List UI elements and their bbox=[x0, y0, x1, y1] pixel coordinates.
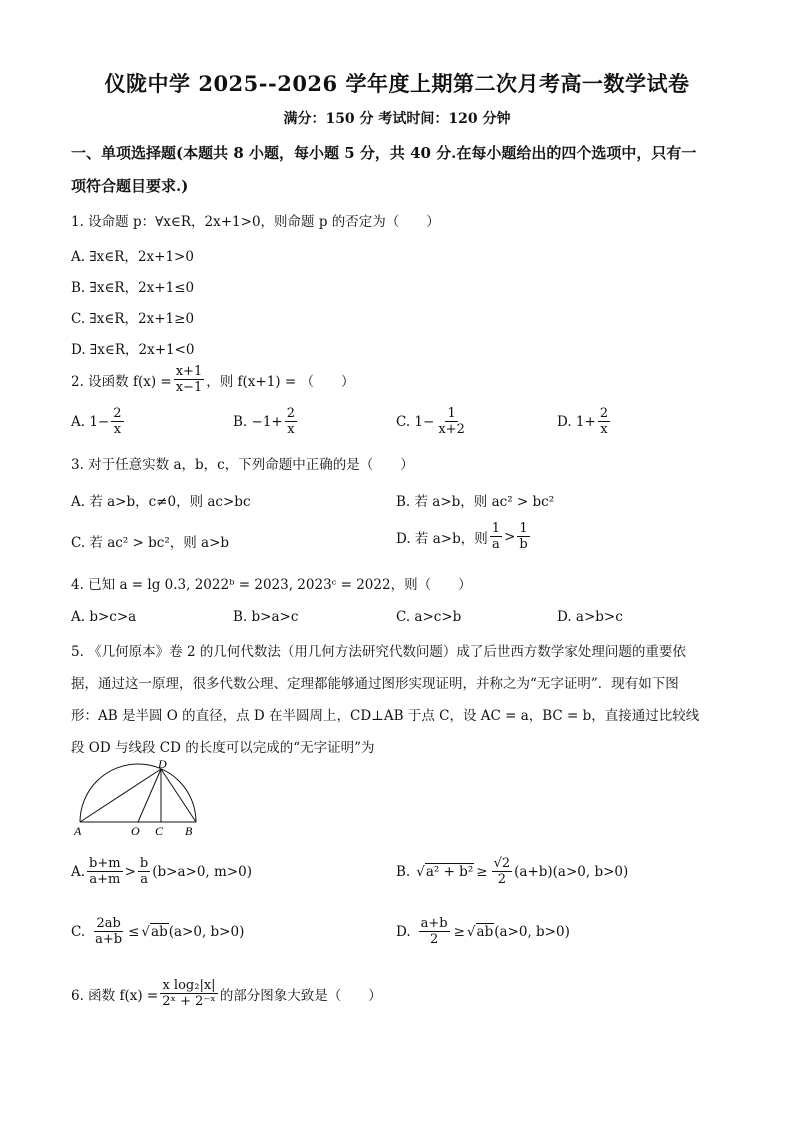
q5-line4: 段 OD 与线段 CD 的长度可以完成的“无字证明”为 bbox=[71, 740, 375, 756]
q3-d-den2: b bbox=[519, 537, 528, 552]
page-title: 仪陇中学 2025--2026 学年度上期第二次月考高一数学试卷 bbox=[104, 71, 690, 96]
q5-c-radicand: ab bbox=[151, 924, 168, 940]
q6-stem-prefix: 6. 函数 f(x) = bbox=[71, 987, 159, 1004]
sqrt-symbol-icon: √ bbox=[141, 923, 151, 940]
segment-ad bbox=[80, 769, 161, 822]
q2-b-num: 2 bbox=[286, 406, 295, 421]
q4-stem: 4. 已知 a = lg 0.3, 2022ᵇ = 2023, 2023ᶜ = 2022，则（ ） bbox=[71, 577, 472, 593]
q3-option-c: C. 若 ac² > bc²，则 a>b bbox=[71, 535, 230, 551]
q5-a-num1: b+m bbox=[89, 856, 121, 871]
sqrt-symbol-icon: √ bbox=[466, 923, 476, 940]
q2-stem bbox=[71, 364, 354, 395]
q4-option-c: C. a>c>b bbox=[396, 609, 462, 625]
q2-stem-prefix: 2. 设函数 f(x) = bbox=[71, 373, 172, 390]
q5-c-num: 2ab bbox=[96, 916, 121, 931]
label-o: O bbox=[131, 824, 140, 838]
q5-b-den: 2 bbox=[497, 872, 506, 887]
q3-stem: 3. 对于任意实数 a，b，c，下列命题中正确的是（ ） bbox=[71, 457, 414, 473]
q3-option-b: B. 若 a>b，则 ac² > bc² bbox=[396, 494, 555, 510]
q4-option-a: A. b>c>a bbox=[71, 609, 137, 625]
q5-a-relation: > bbox=[124, 863, 136, 880]
q5-b-condition: (a+b)(a>0, b>0) bbox=[514, 863, 629, 880]
q5-line2: 据，通过这一原理，很多代数公理、定理都能够通过图形实现证明，并称之为“无字证明”．现有如下图 bbox=[71, 676, 679, 692]
q5-d-condition: (a>0, b>0) bbox=[494, 923, 570, 940]
q2-option-d bbox=[557, 406, 612, 437]
q5-b-prefix: B. bbox=[396, 863, 411, 880]
q2-d-den: x bbox=[600, 422, 608, 437]
q5-d-frac bbox=[419, 916, 450, 947]
q3-option-a: A. 若 a>b，c≠0，则 ac>bc bbox=[71, 494, 251, 510]
semicircle-arc bbox=[80, 764, 196, 822]
q5-b-frac bbox=[492, 856, 513, 887]
q2-b-prefix: B. −1+ bbox=[233, 413, 283, 430]
q1-option-c: C. ∃x∈R，2x+1≥0 bbox=[71, 311, 195, 327]
q5-option-b bbox=[396, 856, 628, 887]
q6-stem-num: x log₂|x| bbox=[162, 978, 216, 993]
q5-b-radicand: a² + b² bbox=[425, 864, 474, 880]
semicircle-figure bbox=[68, 758, 208, 838]
q2-c-prefix: C. 1− bbox=[396, 413, 435, 430]
q6-stem-den: 2ˣ + 2⁻ˣ bbox=[162, 994, 216, 1009]
q2-d-num: 2 bbox=[599, 406, 609, 421]
q1-stem: 1. 设命题 p：∀x∈R，2x+1>0，则命题 p 的否定为（ ） bbox=[71, 214, 440, 230]
q2-b-fraction bbox=[285, 406, 297, 437]
q5-b-num: √2 bbox=[493, 856, 511, 871]
q5-a-prefix: A. bbox=[71, 863, 86, 880]
q6-stem-fraction bbox=[160, 978, 218, 1009]
q2-stem-num: x+1 bbox=[175, 364, 203, 379]
q5-d-num: a+b bbox=[420, 916, 448, 931]
q2-stem-den: x−1 bbox=[175, 380, 203, 395]
q5-c-relation: ≤ bbox=[128, 923, 140, 940]
q3-d-prefix: D. 若 a>b，则 bbox=[396, 530, 488, 547]
q5-a-num2: b bbox=[139, 856, 149, 871]
q2-option-c bbox=[396, 406, 469, 437]
q3-d-num2: 1 bbox=[519, 521, 528, 536]
q2-c-fraction bbox=[436, 406, 467, 437]
q2-c-num: 1 bbox=[447, 406, 456, 421]
q1-option-b: B. ∃x∈R，2x+1≤0 bbox=[71, 280, 195, 296]
q5-c-den: a+b bbox=[95, 932, 123, 947]
q5-option-d bbox=[396, 916, 570, 947]
q2-option-b bbox=[233, 406, 299, 437]
q5-a-frac1 bbox=[87, 856, 123, 887]
q3-option-d bbox=[396, 521, 532, 552]
q3-d-frac2 bbox=[517, 521, 529, 552]
q5-c-frac bbox=[93, 916, 124, 947]
q3-d-frac1 bbox=[490, 521, 502, 552]
q6-stem-suffix: 的部分图象大致是（ ） bbox=[219, 987, 382, 1004]
label-c: C bbox=[155, 824, 164, 838]
q3-d-den1: a bbox=[491, 537, 500, 552]
q5-c-condition: (a>0, b>0) bbox=[168, 923, 245, 940]
q5-c-prefix: C. bbox=[71, 923, 86, 940]
label-a: A bbox=[74, 824, 82, 838]
q3-d-num1: 1 bbox=[491, 521, 500, 536]
q2-option-a bbox=[71, 406, 126, 437]
q5-d-prefix: D. bbox=[396, 923, 411, 940]
q2-a-prefix: A. 1− bbox=[71, 413, 110, 430]
q5-b-relation: ≥ bbox=[476, 863, 488, 880]
q5-line3: 形：AB 是半圆 O 的直径，点 D 在半圆周上，CD⊥AB 于点 C，设 AC = a，BC = b，直接通过比较线 bbox=[71, 708, 700, 724]
q5-option-a bbox=[71, 856, 252, 887]
q5-option-c bbox=[71, 916, 244, 947]
q5-a-den2: a bbox=[140, 872, 148, 887]
q6-stem bbox=[71, 978, 382, 1009]
q5-line1: 5. 《几何原本》卷 2 的几何代数法（用几何方法研究代数问题）成了后世西方数学家处理问题的重要依 bbox=[71, 644, 686, 660]
q1-option-d: D. ∃x∈R，2x+1<0 bbox=[71, 342, 195, 358]
q5-d-radicand: ab bbox=[476, 924, 494, 940]
q2-a-fraction bbox=[111, 406, 123, 437]
section-heading-line1: 一、单项选择题(本题共 8 小题，每小题 5 分，共 40 分.在每小题给出的四个选项中，只有一 bbox=[71, 144, 697, 162]
segment-bd bbox=[161, 769, 196, 822]
q2-stem-suffix: ，则 f(x+1) = （ ） bbox=[206, 373, 355, 390]
q4-option-d: D. a>b>c bbox=[557, 609, 623, 625]
q5-d-relation: ≥ bbox=[453, 923, 465, 940]
q2-a-num: 2 bbox=[113, 406, 122, 421]
label-b: B bbox=[185, 824, 193, 838]
q5-d-den: 2 bbox=[429, 932, 439, 947]
q3-d-relation: > bbox=[504, 528, 516, 545]
q2-b-den: x bbox=[287, 422, 295, 437]
q2-d-prefix: D. 1+ bbox=[557, 413, 596, 430]
label-d: D bbox=[158, 758, 167, 771]
q2-a-den: x bbox=[113, 422, 122, 437]
q5-a-frac2 bbox=[138, 856, 150, 887]
q2-c-den: x+2 bbox=[438, 422, 465, 437]
q5-a-condition: (b>a>0, m>0) bbox=[152, 863, 252, 880]
section-heading-line2: 项符合题目要求.) bbox=[71, 177, 189, 195]
q2-stem-fraction bbox=[174, 364, 205, 395]
q5-a-den1: a+m bbox=[89, 872, 121, 887]
q2-d-fraction bbox=[598, 406, 610, 437]
q4-option-b: B. b>a>c bbox=[233, 609, 299, 625]
exam-info: 满分：150 分 考试时间：120 分钟 bbox=[283, 111, 511, 127]
q1-option-a: A. ∃x∈R，2x+1>0 bbox=[71, 249, 194, 265]
sqrt-symbol-icon: √ bbox=[416, 863, 425, 880]
